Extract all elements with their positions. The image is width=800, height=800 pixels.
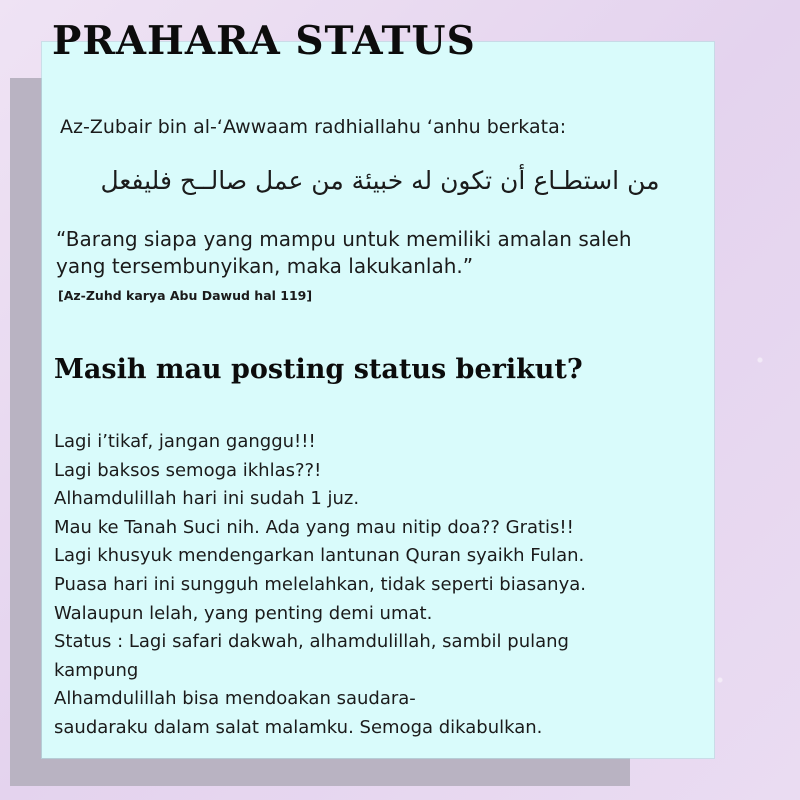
status-item: saudaraku dalam salat malamku. Semoga dikabulkan. [54,716,543,738]
section-heading: Masih mau posting status berikut? [54,354,583,385]
status-item: Status : Lagi safari dakwah, alhamdulillah, sambil pulang [54,631,569,653]
source-citation: [Az-Zuhd karya Abu Dawud hal 119] [58,288,313,303]
hadith-intro: Az-Zubair bin al-‘Awwaam radhiallahu ‘anhu berkata: [60,116,567,138]
status-item: Lagi baksos semoga ikhlas??! [54,459,322,481]
status-item: Puasa hari ini sungguh melelahkan, tidak seperti biasanya. [54,573,586,595]
status-list [54,428,724,743]
status-item: Lagi i’tikaf, jangan ganggu!!! [54,431,316,452]
translation-line: yang tersembunyikan, maka lakukanlah.” [56,254,474,278]
status-item: kampung [54,659,139,681]
arabic-quote: من استطـاع أن تكون له خبيئة من عمل صالــح فليفعل [100,166,660,195]
translation-quote [56,226,706,280]
status-item: Mau ke Tanah Suci nih. Ada yang mau nitip doa?? Gratis!! [54,516,574,538]
status-item: Lagi khusyuk mendengarkan lantunan Quran syaikh Fulan. [54,545,585,567]
page-title: PRAHARA STATUS [52,18,476,64]
status-item: Alhamdulillah hari ini sudah 1 juz. [54,488,360,510]
status-item: Alhamdulillah bisa mendoakan saudara- [54,688,416,710]
translation-line: “Barang siapa yang mampu untuk memiliki amalan saleh [56,227,632,251]
status-item: Walaupun lelah, yang penting demi umat. [54,602,433,624]
